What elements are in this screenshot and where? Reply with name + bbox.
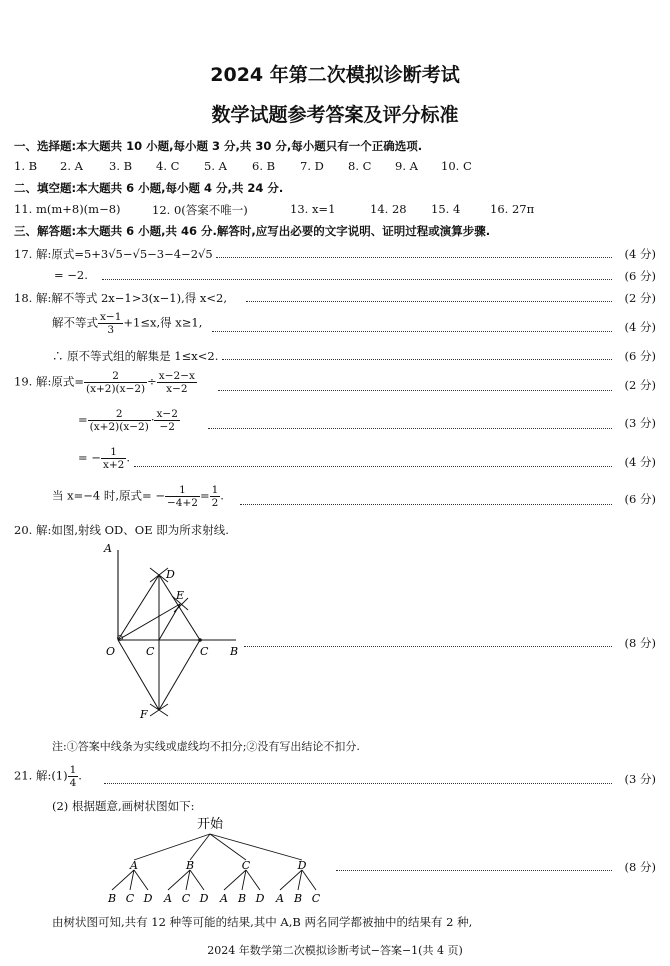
period: . bbox=[220, 488, 224, 503]
tree-leaf: C bbox=[125, 892, 135, 905]
tree-leaf: A bbox=[220, 892, 228, 905]
page-subtitle: 数学试题参考答案及评分标准 bbox=[211, 104, 459, 126]
leader-dots bbox=[246, 301, 612, 302]
geometry-figure bbox=[96, 538, 256, 728]
section1-answer: 1. B bbox=[14, 159, 38, 173]
fraction-denominator: 2 bbox=[211, 497, 219, 509]
tree-edges bbox=[112, 834, 316, 890]
tree-leaf: D bbox=[199, 892, 209, 905]
fraction bbox=[157, 370, 197, 395]
section2-answer: 13. x=1 bbox=[290, 202, 336, 216]
operator: = bbox=[199, 488, 210, 503]
segment-od bbox=[118, 575, 159, 640]
section2-answer: 16. 27π bbox=[490, 202, 535, 216]
fraction-numerator: 1 bbox=[211, 484, 219, 496]
label-o: O bbox=[106, 645, 116, 658]
q17-score1: (4 分) bbox=[624, 247, 656, 261]
q19-score4: (6 分) bbox=[624, 492, 656, 506]
label-c-inner: C bbox=[146, 645, 155, 658]
leader-dots bbox=[134, 466, 612, 467]
label-c-outer: C bbox=[200, 645, 209, 658]
q19-score3: (4 分) bbox=[624, 455, 656, 469]
q21-score2: (8 分) bbox=[624, 860, 656, 874]
leader-dots bbox=[222, 359, 612, 360]
q19-line4 bbox=[52, 484, 224, 509]
tree-leaf: A bbox=[164, 892, 172, 905]
label-d: D bbox=[166, 568, 175, 581]
q19-score1: (2 分) bbox=[624, 378, 656, 392]
fraction-numerator: 2 bbox=[88, 408, 151, 421]
section3-heading: 三、解答题:本大题共 6 小题,共 46 分.解答时,应写出必要的文字说明、证明过程或演算步骤. bbox=[14, 224, 491, 238]
section1-answer: 9. A bbox=[395, 159, 418, 173]
q20-line1: 20. 解:如图,射线 OD、OE 即为所求射线. bbox=[14, 523, 229, 537]
q18-line2-pre: 解不等式 bbox=[52, 315, 98, 330]
fraction-numerator: x−2 bbox=[156, 408, 178, 420]
section1-answer: 7. D bbox=[300, 159, 324, 173]
q17-line1: 17. 解:原式=5+3√5−√5−3−4−2√5 bbox=[14, 247, 213, 261]
fraction bbox=[154, 408, 179, 433]
operator: · bbox=[150, 412, 155, 427]
section1-answer: 2. A bbox=[60, 159, 83, 173]
page-title: 2024 年第二次模拟诊断考试 bbox=[210, 64, 460, 86]
q18-score1: (2 分) bbox=[624, 291, 656, 305]
leader-dots bbox=[212, 331, 612, 332]
fraction bbox=[88, 408, 151, 433]
q18-score3: (6 分) bbox=[624, 349, 656, 363]
tree-node: B bbox=[185, 859, 195, 872]
q18-line2 bbox=[52, 311, 202, 336]
leader-dots bbox=[244, 646, 612, 647]
fraction-numerator: x−2−x bbox=[158, 370, 195, 382]
section1-answer: 10. C bbox=[441, 159, 472, 173]
q21-line2: (2) 根据题意,画树状图如下: bbox=[52, 799, 195, 813]
fraction bbox=[165, 484, 200, 509]
q19-line3 bbox=[78, 446, 130, 471]
q21-score1: (3 分) bbox=[624, 772, 656, 786]
tree-leaf: B bbox=[237, 892, 247, 905]
point-c bbox=[198, 638, 202, 642]
fraction bbox=[101, 446, 126, 471]
q18-line1: 18. 解:解不等式 2x−1>3(x−1),得 x<2, bbox=[14, 291, 227, 305]
fraction bbox=[68, 764, 79, 789]
fraction-denominator: −2 bbox=[159, 421, 175, 433]
leader-dots bbox=[336, 870, 612, 871]
section1-heading: 一、选择题:本大题共 10 小题,每小题 3 分,共 30 分,每小题只有一个正确选项. bbox=[14, 139, 423, 153]
fraction-numerator: 1 bbox=[165, 484, 200, 497]
section2-heading: 二、填空题:本大题共 6 小题,每小题 4 分,共 24 分. bbox=[14, 181, 284, 195]
tree-leaf: B bbox=[107, 892, 117, 905]
q21-line1-pre: 21. 解:(1) bbox=[14, 768, 68, 783]
q18-line3: ∴ 原不等式组的解集是 1≤x<2. bbox=[52, 349, 219, 363]
label-e: E bbox=[176, 589, 185, 602]
segment-oe bbox=[118, 604, 180, 640]
fraction bbox=[84, 370, 147, 395]
operator: ÷ bbox=[147, 374, 157, 389]
label-a: A bbox=[104, 542, 112, 555]
q17-line2: = −2. bbox=[54, 268, 88, 282]
q19-line2 bbox=[78, 408, 180, 433]
q19-prefix: 19. 解:原式= bbox=[14, 374, 84, 389]
q18-score2: (4 分) bbox=[624, 320, 656, 334]
fraction-numerator: 1 bbox=[69, 764, 77, 776]
q20-note: 注:①答案中线条为实线或虚线均不扣分;②没有写出结论不扣分. bbox=[52, 740, 360, 753]
label-f: F bbox=[140, 708, 148, 721]
q19-line1 bbox=[14, 370, 197, 395]
fraction-denominator: x−2 bbox=[166, 383, 188, 395]
leader-dots bbox=[102, 279, 612, 280]
period: . bbox=[126, 450, 130, 465]
fraction bbox=[210, 484, 221, 509]
section2-answer: 14. 28 bbox=[370, 202, 407, 216]
section1-answer: 8. C bbox=[348, 159, 372, 173]
fraction-denominator: (x+2)(x−2) bbox=[89, 421, 149, 433]
q18-line2-post: +1≤x,得 x≥1, bbox=[123, 315, 203, 330]
tree-leaf: B bbox=[293, 892, 303, 905]
fraction-numerator: 1 bbox=[101, 446, 126, 459]
q20-score: (8 分) bbox=[624, 636, 656, 650]
section1-answer: 5. A bbox=[204, 159, 227, 173]
fraction-denominator: 3 bbox=[107, 324, 115, 336]
q21-line1 bbox=[14, 764, 82, 789]
tree-root: 开始 bbox=[196, 817, 224, 832]
q17-score2: (6 分) bbox=[624, 269, 656, 283]
section1-answer: 6. B bbox=[252, 159, 276, 173]
leader-dots bbox=[218, 390, 612, 391]
leader-dots bbox=[240, 504, 612, 505]
leader-dots bbox=[208, 428, 612, 429]
leader-dots bbox=[216, 257, 612, 258]
tree-leaf: C bbox=[311, 892, 321, 905]
section1-answer: 3. B bbox=[109, 159, 133, 173]
fraction-denominator: (x+2)(x−2) bbox=[85, 383, 146, 395]
q19-score2: (3 分) bbox=[624, 416, 656, 430]
fraction bbox=[98, 311, 123, 336]
fraction-numerator: 2 bbox=[84, 370, 147, 383]
fraction-denominator: −4+2 bbox=[166, 497, 198, 509]
tree-node: C bbox=[241, 859, 251, 872]
fraction-denominator: 4 bbox=[69, 777, 77, 789]
tree-level2 bbox=[107, 892, 321, 905]
operator: = − bbox=[78, 450, 101, 465]
tree-node: A bbox=[130, 859, 138, 872]
operator: = bbox=[78, 412, 88, 427]
tree-level1 bbox=[129, 859, 307, 872]
page-footer: 2024 年数学第二次模拟诊断考试−答案−1(共 4 页) bbox=[207, 944, 463, 957]
tree-leaf: A bbox=[276, 892, 284, 905]
leader-dots bbox=[104, 783, 612, 784]
period: . bbox=[78, 768, 82, 783]
tree-diagram bbox=[100, 814, 330, 906]
section2-answer: 11. m(m+8)(m−8) bbox=[14, 202, 121, 216]
segment-cf bbox=[159, 640, 200, 710]
section1-answer: 4. C bbox=[156, 159, 180, 173]
tree-node: D bbox=[297, 859, 307, 872]
tree-leaf: C bbox=[181, 892, 191, 905]
tree-leaf: D bbox=[143, 892, 153, 905]
q21-line3: 由树状图可知,共有 12 种等可能的结果,其中 A,B 两名同学都被抽中的结果有 2 种, bbox=[52, 915, 473, 929]
q19-line4-pre: 当 x=−4 时,原式= − bbox=[52, 488, 165, 503]
section2-answer: 12. 0(答案不唯一) bbox=[152, 203, 248, 217]
tree-leaf: D bbox=[255, 892, 265, 905]
section2-answer: 15. 4 bbox=[431, 202, 461, 216]
fraction-numerator: x−1 bbox=[100, 311, 122, 323]
fraction-denominator: x+2 bbox=[102, 459, 125, 471]
label-b: B bbox=[230, 645, 239, 658]
